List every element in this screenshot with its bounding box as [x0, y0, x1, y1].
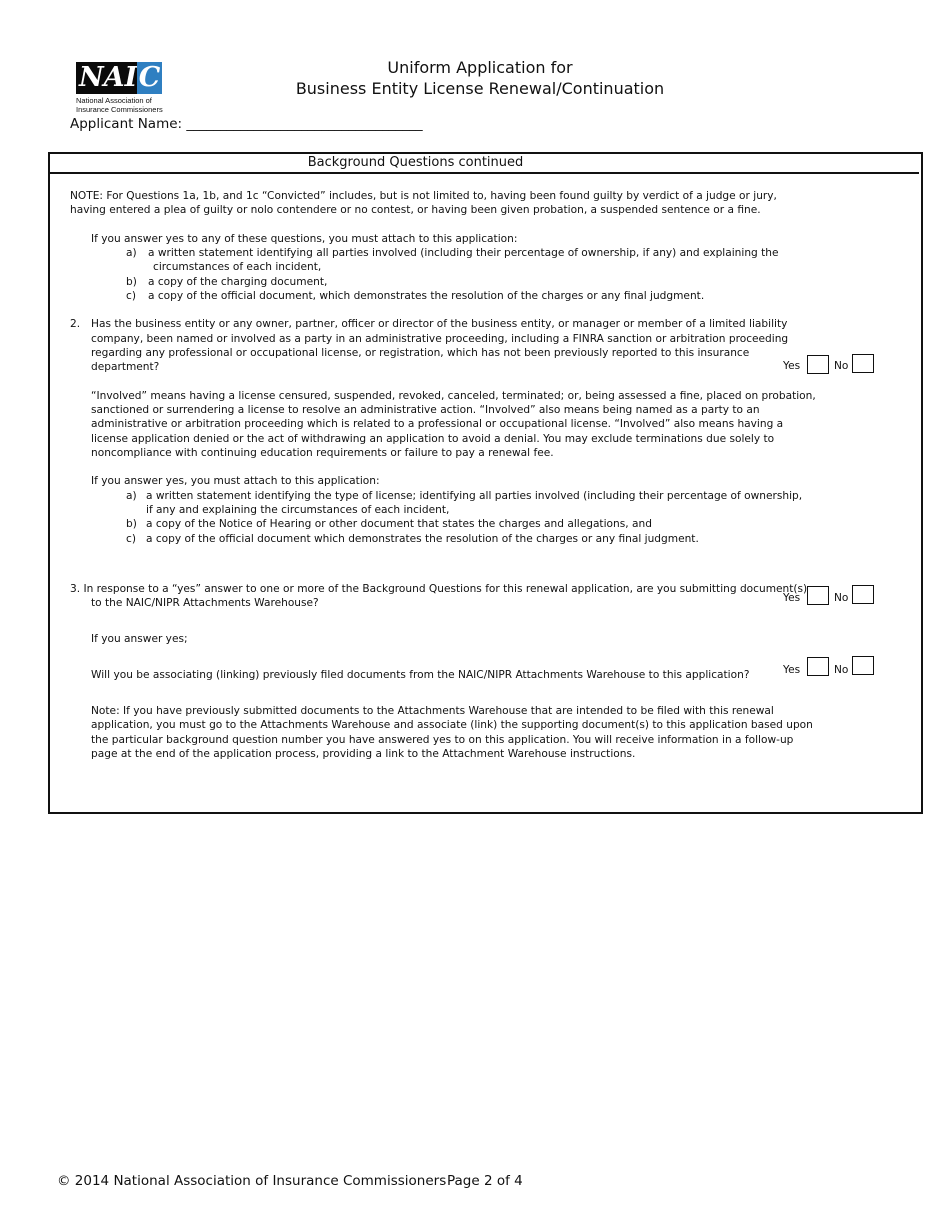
applicant-name-field[interactable]: Applicant Name: ___________________________________	[70, 116, 423, 132]
involved-line-5: noncompliance with continuing education requirements or failure to pay a renewal fee.	[91, 447, 554, 459]
q3-linking-question: Will you be associating (linking) previously filed documents from the NAIC/NIPR Attachments Warehouse to this application?	[91, 669, 750, 681]
q2-attach-item-b: a copy of the Notice of Hearing or other document that states the charges and allegations, and	[146, 518, 652, 530]
attach-intro: If you answer yes to any of these questions, you must attach to this application:	[91, 233, 518, 245]
q2-attach-intro: If you answer yes, you must attach to this application:	[91, 475, 380, 487]
involved-line-3: administrative or arbitration proceeding which is related to a professional or occupational license. “Involved” also means having a	[91, 418, 784, 430]
q3-note-line-3: the particular background question number you have answered yes to on this application. You will receive information in a follow-up	[91, 734, 794, 746]
q3-line-2: to the NAIC/NIPR Attachments Warehouse?	[91, 597, 319, 609]
logo-subtitle-line-2: Insurance Commissioners	[76, 105, 163, 114]
attach-item-c: a copy of the official document, which demonstrates the resolution of the charges or any final judgment.	[148, 290, 705, 302]
attach-item-a: a written statement identifying all parties involved (including their percentage of ownership, if any) and explaining the	[148, 247, 779, 259]
q3-note-line-1: Note: If you have previously submitted documents to the Attachments Warehouse that are intended to be filed with this renewal	[91, 705, 774, 717]
q3-line-1: 3. In response to a “yes” answer to one or more of the Background Questions for this renewal application, are you submitting document(s)	[70, 583, 808, 595]
involved-line-2: sanctioned or surrendering a license to resolve an administrative action. “Involved” also means being named as a party to an	[91, 404, 760, 416]
logo-accent: C	[138, 62, 161, 93]
q3-yes-checkbox[interactable]	[807, 586, 829, 605]
q3-linking-no-checkbox[interactable]	[852, 656, 874, 675]
logo-subtitle-line-1: National Association of	[76, 96, 152, 105]
logo-text: NAI	[79, 62, 138, 93]
q3-note-line-2: application, you must go to the Attachments Warehouse and associate (link) the supporting document(s) to this application based upon	[91, 719, 813, 731]
q3-no-checkbox[interactable]	[852, 585, 874, 604]
naic-logo	[76, 62, 162, 116]
attach-item-a-cont: circumstances of each incident,	[153, 261, 322, 273]
q2-attach-marker-b: b)	[126, 518, 137, 530]
q2-attach-item-c: a copy of the official document which demonstrates the resolution of the charges or any final judgment.	[146, 533, 699, 545]
involved-line-1: “Involved” means having a license censured, suspended, revoked, canceled, terminated; or, being assessed a fine, placed on probation,	[91, 390, 816, 402]
footer-copyright: © 2014 National Association of Insurance Commissioners	[57, 1173, 447, 1189]
note-line-1: NOTE: For Questions 1a, 1b, and 1c “Convicted” includes, but is not limited to, having been found guilty by verdict of a judge or jury,	[70, 190, 777, 202]
footer-page-number: Page 2 of 4	[447, 1173, 523, 1189]
attach-marker-c: c)	[126, 290, 136, 302]
q3-yes-label: Yes	[783, 592, 801, 604]
q2-attach-marker-a: a)	[126, 490, 137, 502]
q2-attach-marker-c: c)	[126, 533, 136, 545]
attach-item-b: a copy of the charging document,	[148, 276, 328, 288]
section-heading: Background Questions continued	[307, 155, 524, 170]
q3-linking-yes-checkbox[interactable]	[807, 657, 829, 676]
involved-line-4: license application denied or the act of withdrawing an application to avoid a denial. You may exclude terminations due solely to	[91, 433, 775, 445]
q3-linking-no-label: No	[834, 664, 849, 676]
q2-line-2: company, been named or involved as a party in an administrative proceeding, including a FINRA sanction or arbitration proceeding	[91, 333, 789, 345]
logo-subtitle	[76, 96, 166, 114]
form-title-line-1: Uniform Application for	[387, 58, 573, 77]
q2-line-3: regarding any professional or occupational license, or registration, which has not been previously reported to this insurance	[91, 347, 750, 359]
q3-if-yes: If you answer yes;	[91, 633, 188, 645]
q2-line-1: Has the business entity or any owner, partner, officer or director of the business entity, or manager or member of a limited liability	[91, 318, 788, 330]
q2-attach-item-a-cont: if any and explaining the circumstances of each incident,	[146, 504, 450, 516]
q3-note-line-4: page at the end of the application process, providing a link to the Attachment Warehouse instructions.	[91, 748, 636, 760]
attach-marker-a: a)	[126, 247, 137, 259]
q2-no-checkbox[interactable]	[852, 354, 874, 373]
q2-attach-item-a: a written statement identifying the type of license; identifying all parties involved (including their percentage of ownership,	[146, 490, 803, 502]
q2-no-label: No	[834, 360, 849, 372]
q3-linking-yes-label: Yes	[783, 664, 801, 676]
q2-number: 2.	[70, 318, 81, 330]
note-line-2: having entered a plea of guilty or nolo contendere or no contest, or having been given probation, a suspended sentence or a fine.	[70, 204, 761, 216]
form-title-line-2: Business Entity License Renewal/Continuation	[295, 79, 665, 98]
q2-yes-label: Yes	[783, 360, 801, 372]
attach-marker-b: b)	[126, 276, 137, 288]
q2-line-4: department?	[91, 361, 160, 373]
q2-yes-checkbox[interactable]	[807, 355, 829, 374]
q3-no-label: No	[834, 592, 849, 604]
